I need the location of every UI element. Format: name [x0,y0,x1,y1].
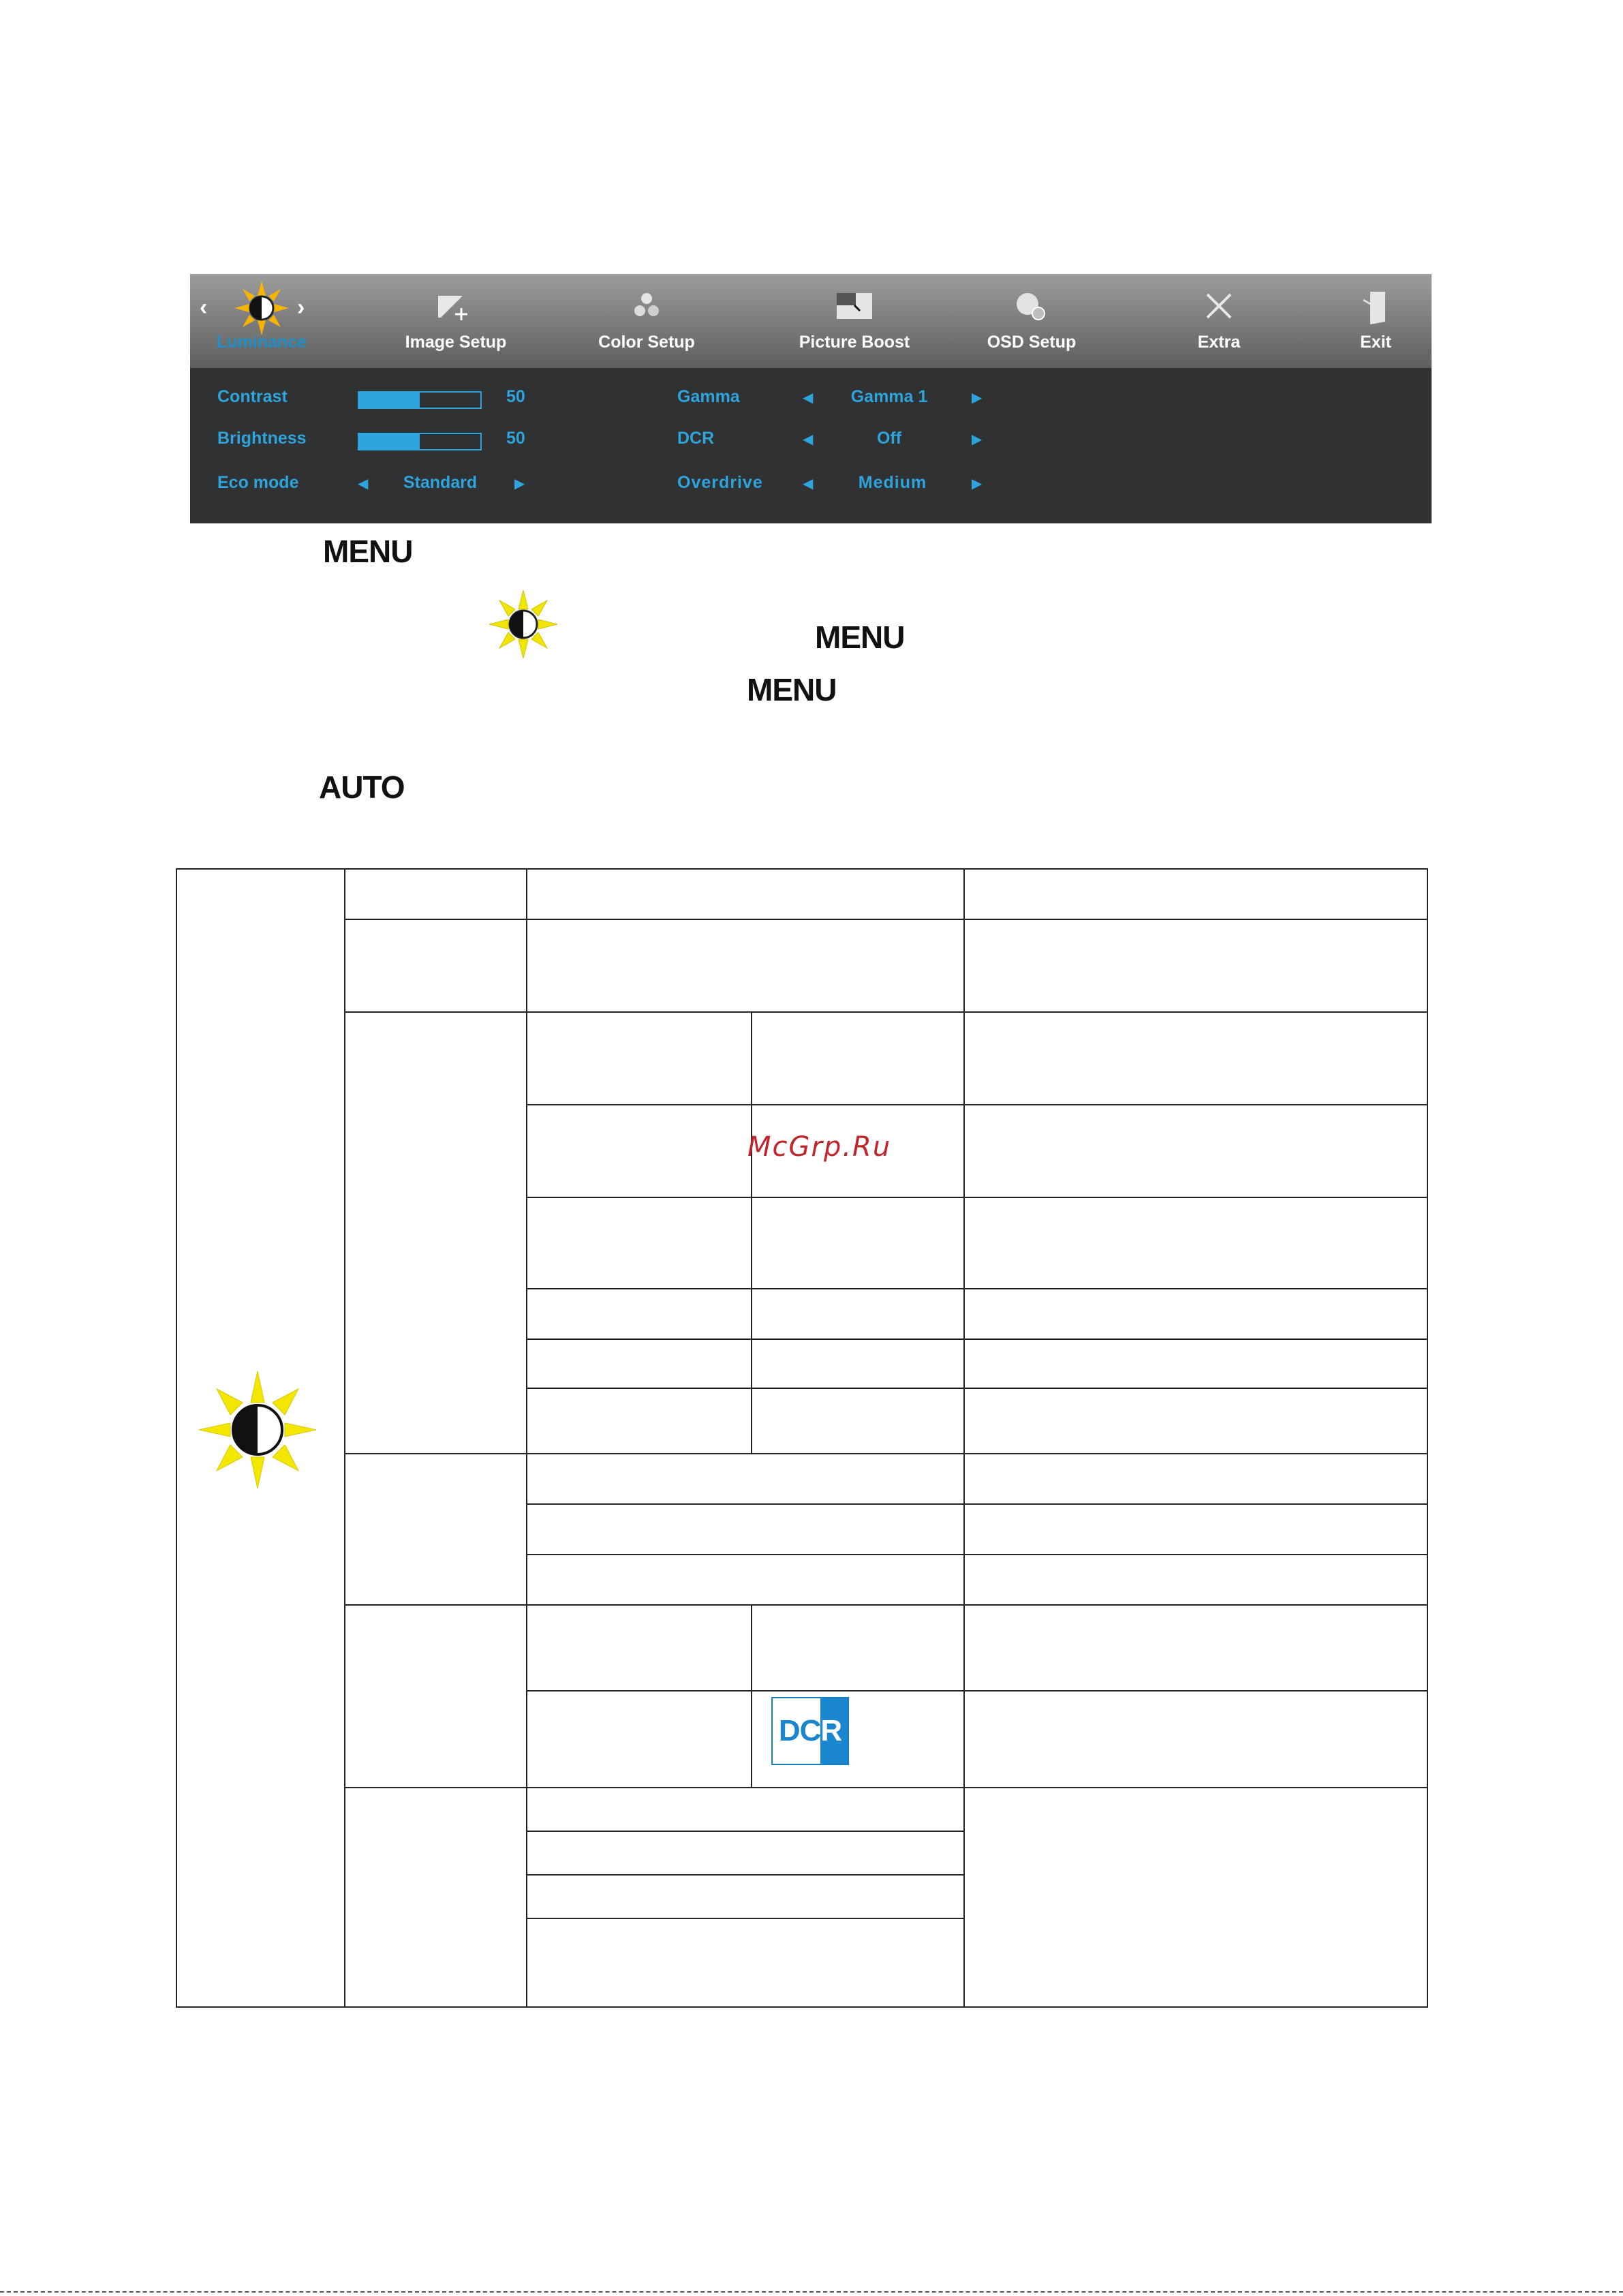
menu-key-label-1: MENU [323,534,413,569]
watermark-text: McGrp.Ru [747,1131,892,1163]
menu-key-label-2: MENU [815,619,905,655]
dcr-value: Off [876,429,902,448]
brightness-label: Brightness [217,429,307,448]
tab-luminance-label: Luminance [217,333,307,352]
right-arrow-icon[interactable]: › [297,294,305,320]
luminance-sun-icon [198,1370,318,1493]
tab-luminance[interactable] [204,274,320,368]
tab-exit-label: Exit [1360,333,1391,352]
dcr-left-arrow-icon[interactable]: ◀ [803,432,814,447]
tab-extra-label: Extra [1197,333,1241,352]
brightness-row[interactable] [217,429,735,456]
menu-key-label-3: MENU [747,672,837,707]
dcr-row[interactable] [677,429,1059,456]
overdrive-label: Overdrive [677,473,763,492]
tab-picture-boost-label: Picture Boost [799,333,910,352]
luminance-settings-table [176,868,1428,2008]
dcr-badge-letter-r: R [820,1714,842,1747]
osd-setup-icon [1011,289,1052,326]
exit-door-icon [1361,289,1391,329]
tab-exit[interactable] [1321,274,1430,368]
gamma-right-arrow-icon[interactable]: ▶ [972,391,983,405]
contrast-row[interactable] [217,387,735,414]
sun-icon [233,279,290,340]
overdrive-right-arrow-icon[interactable]: ▶ [972,476,983,491]
dcr-right-arrow-icon[interactable]: ▶ [972,432,983,447]
extra-tools-icon [1202,289,1236,326]
tab-picture-boost[interactable] [773,274,936,368]
page-bottom-divider [0,2291,1623,2293]
eco-mode-left-arrow-icon[interactable]: ◀ [358,476,369,491]
overdrive-left-arrow-icon[interactable]: ◀ [803,476,814,491]
gamma-row[interactable] [677,387,1059,414]
tab-osd-setup-label: OSD Setup [987,333,1077,352]
brightness-slider-fill [359,434,420,449]
dcr-badge-icon [771,1697,849,1765]
gamma-left-arrow-icon[interactable]: ◀ [803,391,814,405]
tab-image-setup-label: Image Setup [405,333,507,352]
auto-key-label: AUTO [319,769,405,805]
tab-extra[interactable] [1151,274,1287,368]
brightness-value: 50 [506,429,525,448]
contrast-slider[interactable] [358,391,482,409]
color-setup-icon [630,289,664,326]
image-setup-icon [435,289,476,326]
osd-settings-area [190,368,1432,523]
overdrive-value: Medium [858,473,927,492]
left-arrow-icon[interactable]: ‹ [200,294,208,320]
overdrive-row[interactable] [677,473,1059,500]
picture-boost-icon [834,289,875,326]
gamma-value: Gamma 1 [850,387,928,406]
eco-mode-right-arrow-icon[interactable]: ▶ [514,476,525,491]
eco-mode-label: Eco mode [217,473,299,492]
tab-image-setup[interactable] [388,274,524,368]
contrast-value: 50 [506,387,525,406]
tab-osd-setup[interactable] [957,274,1107,368]
dcr-badge-letter-c: C [799,1714,821,1747]
osd-menu-panel [190,274,1432,523]
tab-color-setup-label: Color Setup [598,333,695,352]
sun-icon [488,589,559,663]
gamma-label: Gamma [677,387,740,406]
eco-mode-value: Standard [403,473,478,492]
dcr-badge-letter-d: D [778,1714,800,1747]
eco-mode-row[interactable] [217,473,735,500]
contrast-label: Contrast [217,387,288,406]
brightness-slider[interactable] [358,433,482,450]
tab-color-setup[interactable] [578,274,715,368]
osd-tab-bar [190,274,1432,368]
contrast-slider-fill [359,393,420,408]
dcr-label: DCR [677,429,715,448]
